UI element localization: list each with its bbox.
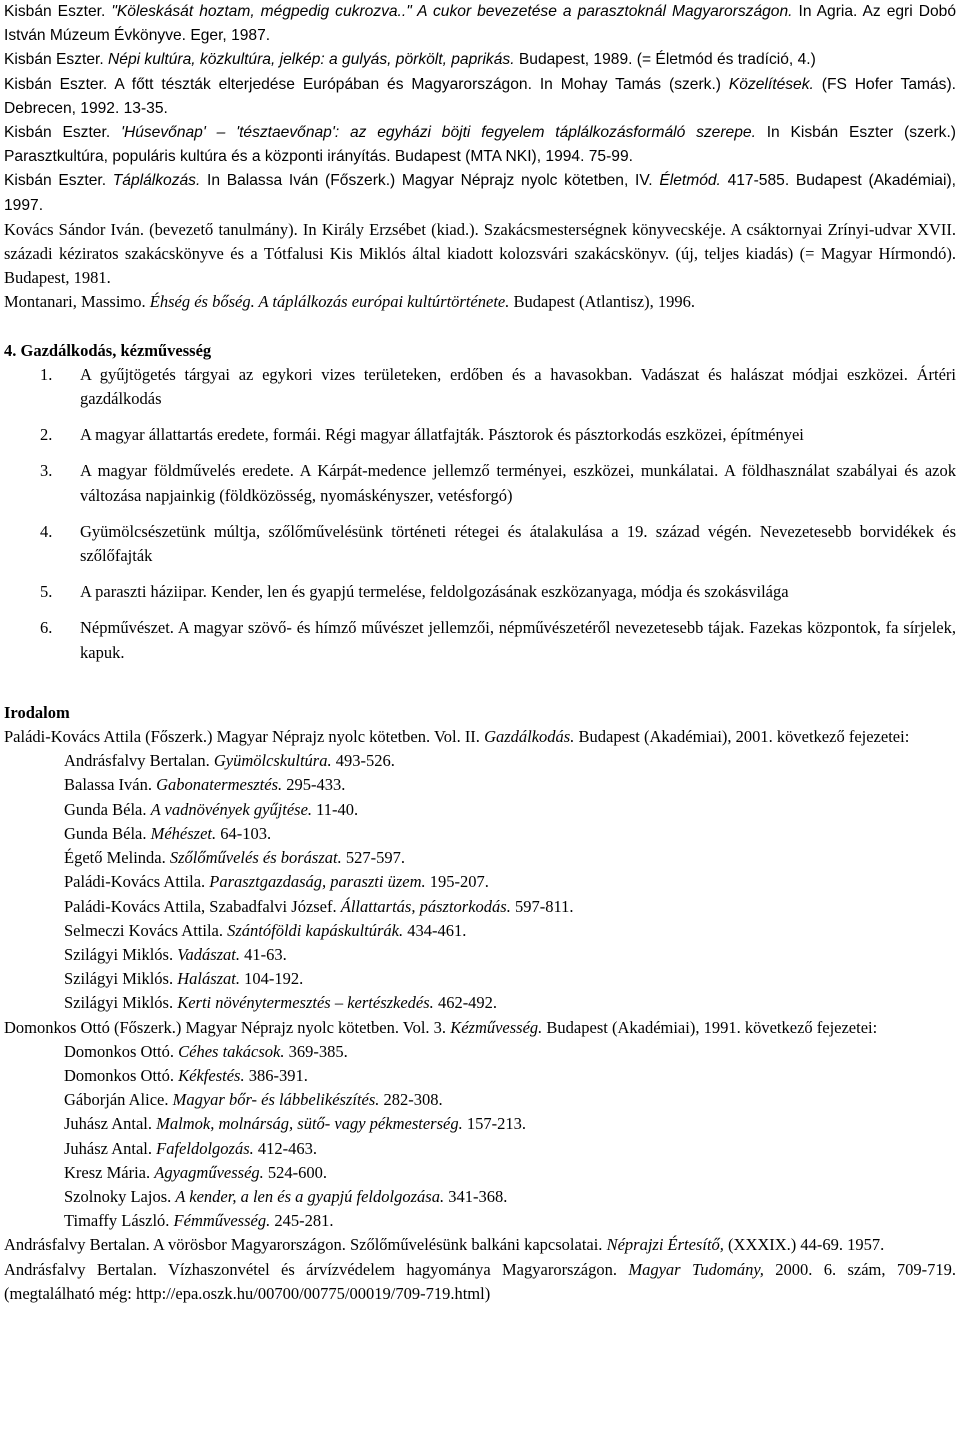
topic-text: A paraszti háziipar. Kender, len és gyapjú termelése, feldolgozásának eszközanyaga, módja és szokásvilága [80, 582, 789, 602]
reference-entry [4, 0, 956, 48]
chapter-entry: Domonkos Ottó. Céhes takácsok. 369-385. [64, 1041, 348, 1061]
topic-item [4, 363, 956, 411]
ref-details: Paládi-Kovács Attila (Főszerk.) Magyar Néprajz nyolc kötetben. Vol. II. [4, 727, 485, 747]
ref-details: (bevezető tanulmány). In Király Erzsébet (kiad.). Szakácsmesterségnek könyvecskéje. A csáktornyai Zrínyi-udvar XVII. századi kéziratos szakácskönyve és a Tótfalusi Kis Miklós által kiadott kolozsvári szakácskönyv. (új, teljes kiadás) (= Magyar Hírmondó). Budapest, 1981. [4, 219, 956, 288]
chapter-entry: Szilágyi Miklós. Kerti növénytermesztés – kertészkedés. 462-492. [64, 993, 498, 1013]
ref-title: Magyar Tudomány, [628, 1259, 764, 1279]
reference-entry [4, 1258, 956, 1306]
ref-details: 417-585. Budapest (Akadémiai), 1997. [4, 172, 956, 214]
ref-details: 2000. 6. szám, 709-719. (megtalálható még: http://epa.oszk.hu/00700/00775/00019/709-719.html) [4, 1259, 956, 1303]
topic-text: Népművészet. A magyar szövő- és hímző művészet jellemzői, népművészetéről nevezetesebb tájak. Fazekas központok, fa sírjelek, kapuk. [80, 618, 956, 662]
chapter-entry: Paládi-Kovács Attila. Parasztgazdaság, paraszti üzem. 195-207. [64, 872, 489, 892]
ref-author: Kisbán Eszter. [4, 75, 108, 93]
topic-number: 4. [40, 521, 53, 541]
ref-details: Budapest (Atlantisz), 1996. [509, 292, 695, 312]
ref-details: Andrásfalvy Bertalan. Vízhaszonvétel és árvízvédelem hagyománya Magyarországon. [4, 1259, 629, 1279]
ref-details: In Balassa Iván (Főszerk.) Magyar Néprajz nyolc kötetben, IV. [200, 172, 660, 190]
chapter-entry: Szilágyi Miklós. Halászat. 104-192. [64, 969, 304, 989]
ref-details: Budapest (Akadémiai), 2001. következő fejezetei: [574, 727, 910, 747]
ref-author: Kovács Sándor Iván. [4, 219, 145, 239]
chapter-list [4, 749, 956, 1015]
ref-details: A főtt tészták elterjedése Európában és Magyarországon. In Mohay Tamás (szerk.) [107, 75, 729, 93]
ref-title: Táplálkozás. [112, 172, 201, 190]
ref-title: Népi kultúra, közkultúra, jelkép: a gulyás, pörkölt, paprikás. [108, 51, 515, 69]
ref-details: (XXXIX.) 44-69. 1957. [723, 1235, 885, 1255]
chapter-entry: Szolnoky Lajos. A kender, a len és a gyapjú feldolgozása. 341-368. [64, 1186, 508, 1206]
topic-text: A gyűjtögetés tárgyai az egykori vizes területeken, erdőben és a havasokban. Vadászat és halászat módjai eszközei. Ártéri gazdálkodás [80, 364, 956, 409]
ref-title: Közelítések. [728, 75, 814, 93]
chapter-entry: Balassa Iván. Gabonatermesztés. 295-433. [64, 775, 346, 795]
chapter-entry: Gáborján Alice. Magyar bőr- és lábbelikészítés. 282-308. [64, 1090, 443, 1110]
chapter-entry: Gunda Béla. A vadnövények gyűjtése. 11-40. [64, 799, 359, 819]
chapter-entry: Égető Melinda. Szőlőművelés és borászat. 527-597. [64, 848, 405, 868]
ref-details: (FS Hofer Tamás). Debrecen, 1992. 13-35. [4, 75, 956, 117]
ref-details: Budapest (Akadémiai), 1991. következő fejezetei: [542, 1017, 878, 1037]
topic-item [4, 616, 956, 664]
ref-details: In Kisbán Eszter (szerk.) Parasztkultúra, populáris kultúra és a központi irányítás. Budapest (MTA NKI), 1994. 75-99. [4, 124, 956, 166]
reference-entry [4, 73, 956, 121]
reference-entry [4, 169, 956, 217]
chapter-entry: Gunda Béla. Méhészet. 64-103. [64, 823, 272, 843]
topic-number: 5. [40, 582, 53, 602]
topic-number: 1. [40, 364, 53, 384]
chapter-entry: Paládi-Kovács Attila, Szabadfalvi József. Állattartás, pásztorkodás. 597-811. [64, 896, 574, 916]
topic-number: 2. [40, 425, 53, 445]
topic-item [4, 520, 956, 568]
topic-number: 6. [40, 618, 53, 638]
ref-title: 'Húsevőnap' – 'tésztaevőnap': az egyházi böjti fegyelem táplálkozásformáló szerepe. [120, 124, 756, 142]
ref-details: In Agria. Az egri Dobó István Múzeum Évkönyve. Eger, 1987. [4, 3, 956, 45]
topic-number: 3. [40, 461, 53, 481]
topic-item [4, 423, 956, 447]
chapter-entry: Domonkos Ottó. Kékfestés. 386-391. [64, 1065, 308, 1085]
ref-title: Éhség és bőség. A táplálkozás európai kultúrtörténete. [149, 292, 510, 312]
ref-author: Kisbán Eszter. [4, 172, 107, 190]
reference-entry [4, 725, 956, 749]
ref-author: Kisbán Eszter. [4, 124, 111, 142]
reference-entry [4, 218, 956, 291]
chapter-entry: Selmeczi Kovács Attila. Szántóföldi kapáskultúrák. 434-461. [64, 920, 467, 940]
reference-entry [4, 1016, 956, 1040]
ref-title: Életmód. [659, 172, 721, 190]
section-gazdalkodas [4, 339, 956, 665]
reference-entry [4, 1233, 956, 1257]
chapter-entry: Kresz Mária. Agyagművesség. 524-600. [64, 1162, 328, 1182]
chapter-entry: Juhász Antal. Malmok, molnárság, sütő- vagy pékmesterség. 157-213. [64, 1114, 526, 1134]
topic-text: Gyümölcsészetünk múltja, szőlőművelésünk történeti rétegei és átalakulása a 19. század végén. Nevezetesebb borvidékek és szőlőfajták [80, 521, 956, 566]
topic-text: A magyar állattartás eredete, formái. Régi magyar állatfajták. Pásztorok és pásztorkodás eszközei, építményei [80, 425, 804, 445]
ref-details: Domonkos Ottó (Főszerk.) Magyar Néprajz nyolc kötetben. Vol. 3. [4, 1017, 451, 1037]
chapter-entry: Timaffy László. Fémművesség. 245-281. [64, 1211, 334, 1231]
topic-item [4, 580, 956, 604]
ref-author: Montanari, Massimo. [4, 292, 146, 312]
reference-list-top [4, 0, 956, 315]
topic-item [4, 459, 956, 507]
chapter-entry: Juhász Antal. Fafeldolgozás. 412-463. [64, 1138, 317, 1158]
topic-list [4, 363, 956, 665]
ref-author: Kisbán Eszter. [4, 3, 106, 20]
section-title: Irodalom [4, 702, 70, 722]
ref-author: Kisbán Eszter. [4, 51, 104, 69]
ref-details: Andrásfalvy Bertalan. A vörösbor Magyarországon. Szőlőművelésünk balkáni kapcsolatai. [4, 1235, 607, 1255]
topic-text: A magyar földművelés eredete. A Kárpát-medence jellemző terményei, eszközei, munkálatai. A földhasználat szabályai és azok változása napjainkig (földközösség, nyomáskényszer, vetésforgó) [80, 461, 956, 505]
chapter-entry: Andrásfalvy Bertalan. Gyümölcskultúra. 493-526. [64, 751, 395, 771]
ref-title: "Köleskását hoztam, mégpedig cukrozva.." A cukor bevezetése a parasztoknál Magyarországon. [111, 3, 793, 20]
reference-entry [4, 48, 956, 72]
ref-title: Gazdálkodás. [484, 727, 575, 747]
reference-entry [4, 290, 956, 314]
chapter-entry: Szilágyi Miklós. Vadászat. 41-63. [64, 944, 287, 964]
ref-title: Néprajzi Értesítő, [606, 1235, 724, 1255]
section-title: 4. Gazdálkodás, kézművesség [4, 340, 212, 360]
reference-entry [4, 121, 956, 169]
ref-title: Kézművesség. [450, 1017, 543, 1037]
ref-details: Budapest, 1989. (= Életmód és tradíció, 4.) [514, 51, 816, 69]
chapter-list [4, 1040, 956, 1234]
section-irodalom [4, 701, 956, 1306]
